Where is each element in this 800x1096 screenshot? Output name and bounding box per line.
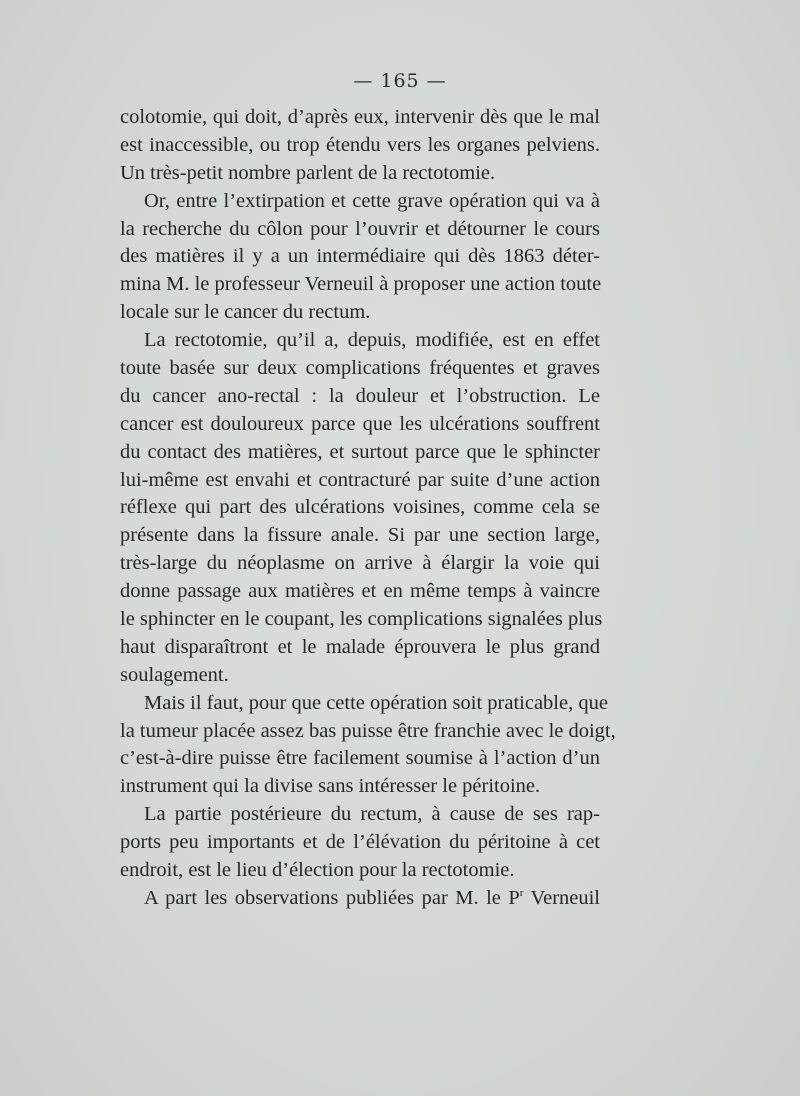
text-line: instrument qui la divise sans intéresser le péritoine. [120,775,541,798]
text-line: lui-même est envahi et contracturé par suite d’une action [120,468,600,491]
text-line: réflexe qui part des ulcérations voisines, comme cela se [120,496,600,519]
text-line: La rectotomie, qu’il a, depuis, modifiée, est en effet [144,329,600,352]
text-line: La partie postérieure du rectum, à cause de ses rap- [144,803,600,826]
text-line: ports peu importants et de l’élévation du péritoine à cet [120,831,600,854]
final-line-after: Verneuil [523,886,601,909]
text-line: la tumeur placée assez bas puisse être franchie avec le doigt, [120,719,616,742]
text-line: c’est-à-dire puisse être facilement soumise à l’action d’un [120,747,600,770]
text-line: la recherche du côlon pour l’ouvrir et détourner le cours [120,217,600,240]
text-line: soulagement. [120,663,229,686]
text-line: cancer est douloureux parce que les ulcérations souffrent [120,412,600,435]
text-line: du cancer ano-rectal : la douleur et l’obstruction. Le [120,384,600,407]
text-line: Or, entre l’extirpation et cette grave opération qui va à [144,189,600,212]
text-line: des matières il y a un intermédiaire qui dès 1863 déter- [120,245,600,268]
page-number: — 165 — [353,70,447,92]
text-line-final [120,885,600,913]
text-line: Un très-petit nombre parlent de la rectotomie. [120,161,496,184]
body-text [120,104,616,913]
text-line: toute basée sur deux complications fréquentes et graves [120,357,600,380]
text-line: mina M. le professeur Verneuil à proposer une action toute [120,273,602,296]
text-line: Mais il faut, pour que cette opération soit praticable, que [144,691,608,714]
text-line: est inaccessible, ou trop étendu vers les organes pelviens. [120,133,600,156]
text-line: le sphincter en le coupant, les complications signalées plus [120,608,603,631]
text-line: haut disparaîtront et le malade éprouvera le plus grand [120,635,600,658]
text-line: du contact des matières, et surtout parce que le sphincter [120,440,600,463]
professeur-superscript: r [519,886,524,899]
text-line: locale sur le cancer du rectum. [120,301,371,324]
text-line: colotomie, qui doit, d’après eux, intervenir dès que le mal [120,106,600,128]
text-line: très-large du néoplasme on arrive à élargir la voie qui [120,552,600,575]
text-line: endroit, est le lieu d’élection pour la rectotomie. [120,859,515,882]
final-line-before: A part les observations publiées par M. le P [144,886,520,909]
text-line: présente dans la fissure anale. Si par une section large, [120,524,600,547]
text-line: donne passage aux matières et en même temps à vaincre [120,580,600,603]
